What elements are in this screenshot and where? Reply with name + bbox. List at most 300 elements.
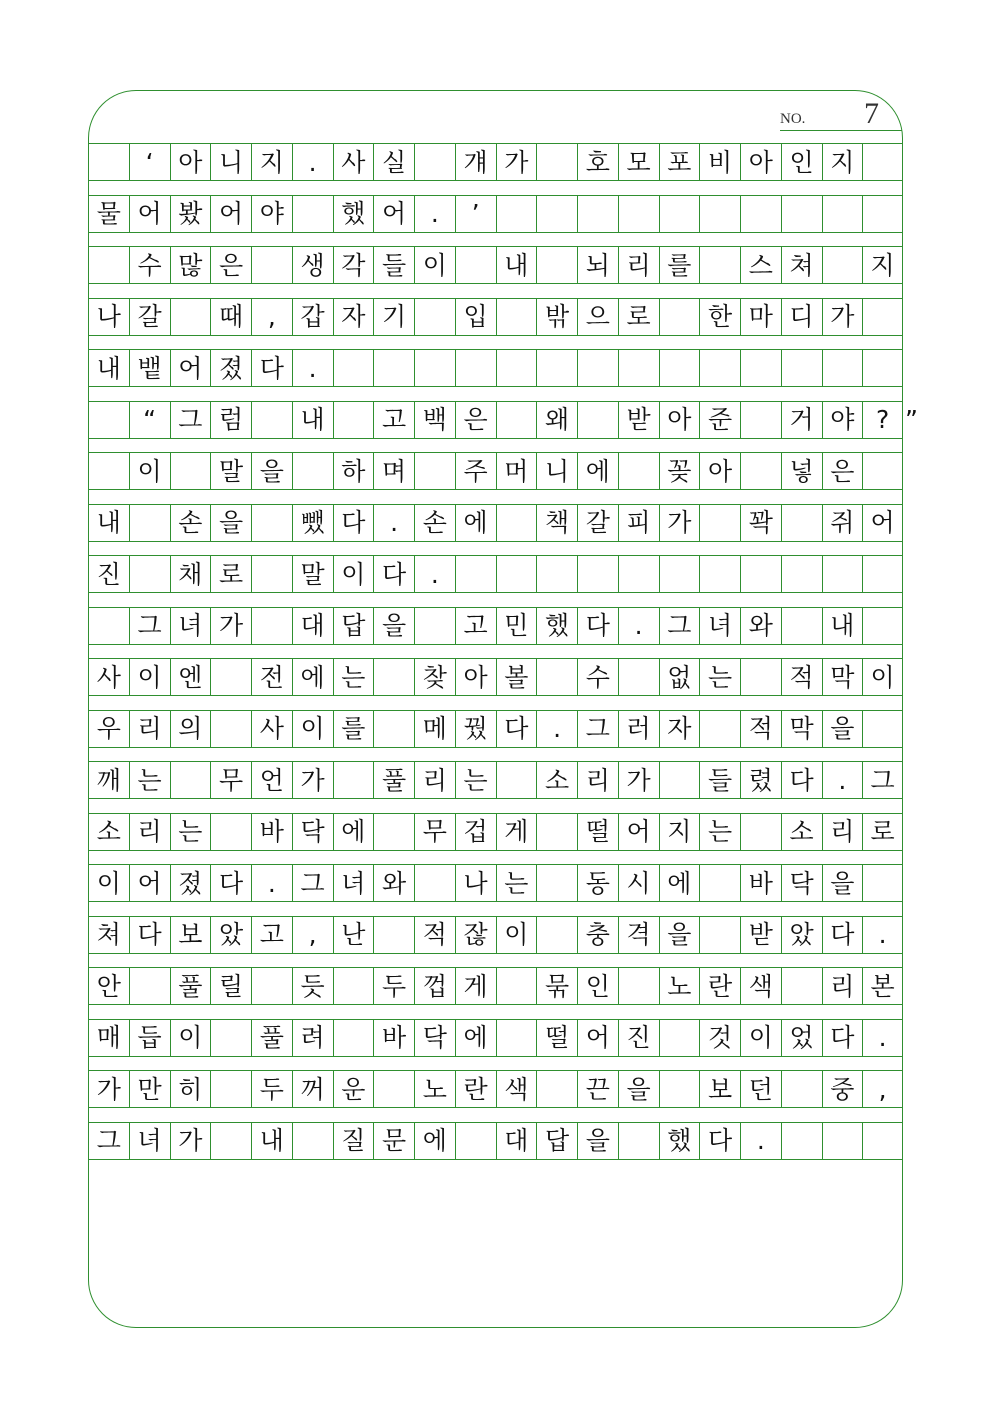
grid-cell: 무 bbox=[414, 813, 455, 851]
grid-cell: 그 bbox=[170, 401, 211, 439]
grid-cell: 했 bbox=[333, 195, 374, 233]
grid-cell bbox=[414, 607, 455, 645]
grid-cell: 가 bbox=[496, 143, 537, 181]
grid-cell bbox=[129, 555, 170, 593]
grid-cell: 갈 bbox=[129, 298, 170, 336]
grid-cell bbox=[822, 195, 863, 233]
grid-cell: 생 bbox=[292, 246, 333, 284]
grid-row-20 bbox=[88, 1122, 903, 1160]
grid-cell bbox=[251, 246, 292, 284]
grid-cell bbox=[659, 1019, 700, 1057]
grid-cell bbox=[88, 246, 129, 284]
grid-cell: 이 bbox=[129, 452, 170, 490]
grid-cell bbox=[333, 967, 374, 1005]
grid-cell: 게 bbox=[496, 813, 537, 851]
grid-cell: 마 bbox=[740, 298, 781, 336]
grid-cell bbox=[659, 195, 700, 233]
grid-cell bbox=[699, 504, 740, 542]
grid-cell: 떨 bbox=[577, 813, 618, 851]
grid-cell: 는 bbox=[496, 864, 537, 902]
grid-cell: . bbox=[536, 710, 577, 748]
grid-cell: 닥 bbox=[292, 813, 333, 851]
grid-cell: 소 bbox=[536, 761, 577, 799]
grid-cell: 던 bbox=[740, 1070, 781, 1108]
grid-cell: 말 bbox=[292, 555, 333, 593]
grid-cell: 다 bbox=[129, 916, 170, 954]
grid-cell: 왜 bbox=[536, 401, 577, 439]
grid-cell: 내 bbox=[88, 504, 129, 542]
grid-cell: 두 bbox=[373, 967, 414, 1005]
grid-cell: 들 bbox=[373, 246, 414, 284]
grid-cell: 가 bbox=[170, 1122, 211, 1160]
grid-cell: 러 bbox=[618, 710, 659, 748]
grid-cell: 어 bbox=[618, 813, 659, 851]
grid-cell: 니 bbox=[536, 452, 577, 490]
grid-row-12 bbox=[88, 710, 903, 748]
grid-cell bbox=[333, 401, 374, 439]
grid-cell: 을 bbox=[822, 710, 863, 748]
grid-cell bbox=[699, 864, 740, 902]
grid-cell bbox=[740, 555, 781, 593]
grid-cell: 다 bbox=[699, 1122, 740, 1160]
grid-cell bbox=[251, 401, 292, 439]
grid-cell: 꺼 bbox=[292, 1070, 333, 1108]
grid-cell bbox=[536, 658, 577, 696]
grid-cell: 했 bbox=[659, 1122, 700, 1160]
grid-cell bbox=[170, 298, 211, 336]
grid-cell bbox=[373, 813, 414, 851]
grid-cell: 듯 bbox=[292, 967, 333, 1005]
grid-cell bbox=[781, 1070, 822, 1108]
grid-cell: 어 bbox=[373, 195, 414, 233]
grid-cell: 말 bbox=[210, 452, 251, 490]
grid-cell bbox=[862, 555, 903, 593]
grid-cell: 에 bbox=[577, 452, 618, 490]
grid-cell: 대 bbox=[496, 1122, 537, 1160]
grid-cell bbox=[618, 349, 659, 387]
grid-cell: 을 bbox=[373, 607, 414, 645]
grid-cell: 그 bbox=[862, 761, 903, 799]
grid-cell bbox=[251, 555, 292, 593]
grid-cell: 은 bbox=[455, 401, 496, 439]
grid-cell: 때 bbox=[210, 298, 251, 336]
grid-cell: 이 bbox=[170, 1019, 211, 1057]
grid-cell: 사 bbox=[333, 143, 374, 181]
grid-cell: 보 bbox=[170, 916, 211, 954]
grid-cell: 는 bbox=[699, 658, 740, 696]
grid-cell: . bbox=[618, 607, 659, 645]
grid-cell: 아 bbox=[455, 658, 496, 696]
grid-cell: 답 bbox=[333, 607, 374, 645]
grid-cell bbox=[251, 967, 292, 1005]
grid-cell bbox=[496, 401, 537, 439]
grid-cell: 고 bbox=[373, 401, 414, 439]
grid-cell bbox=[496, 967, 537, 1005]
grid-cell: 볼 bbox=[496, 658, 537, 696]
grid-cell: 았 bbox=[210, 916, 251, 954]
grid-cell bbox=[496, 504, 537, 542]
grid-cell: 적 bbox=[414, 916, 455, 954]
grid-cell: 뱉 bbox=[129, 349, 170, 387]
grid-cell bbox=[333, 349, 374, 387]
grid-cell: 손 bbox=[170, 504, 211, 542]
grid-cell: 다 bbox=[781, 761, 822, 799]
grid-cell: 이 bbox=[414, 246, 455, 284]
grid-cell: 인 bbox=[781, 143, 822, 181]
grid-cell bbox=[699, 246, 740, 284]
grid-cell bbox=[414, 349, 455, 387]
grid-cell: 찾 bbox=[414, 658, 455, 696]
grid-cell: 며 bbox=[373, 452, 414, 490]
grid-cell: 를 bbox=[333, 710, 374, 748]
grid-cell: 가 bbox=[618, 761, 659, 799]
grid-cell: 기 bbox=[373, 298, 414, 336]
grid-cell: 은 bbox=[210, 246, 251, 284]
grid-cell bbox=[536, 195, 577, 233]
grid-cell: . bbox=[373, 504, 414, 542]
grid-cell: 소 bbox=[88, 813, 129, 851]
grid-cell: 리 bbox=[822, 813, 863, 851]
grid-cell: 겁 bbox=[455, 813, 496, 851]
grid-cell: 지 bbox=[862, 246, 903, 284]
grid-cell: 의 bbox=[170, 710, 211, 748]
grid-cell: 수 bbox=[129, 246, 170, 284]
grid-cell: 진 bbox=[88, 555, 129, 593]
grid-cell: . bbox=[251, 864, 292, 902]
grid-cell bbox=[618, 452, 659, 490]
grid-cell: 을 bbox=[659, 916, 700, 954]
grid-cell: 호 bbox=[577, 143, 618, 181]
grid-cell bbox=[170, 761, 211, 799]
grid-cell bbox=[862, 710, 903, 748]
grid-cell bbox=[536, 143, 577, 181]
grid-cell bbox=[781, 1122, 822, 1160]
grid-cell: 사 bbox=[251, 710, 292, 748]
grid-row-17 bbox=[88, 967, 903, 1005]
grid-cell bbox=[781, 349, 822, 387]
grid-cell: 어 bbox=[577, 1019, 618, 1057]
grid-cell: 는 bbox=[333, 658, 374, 696]
grid-cell: 다 bbox=[496, 710, 537, 748]
grid-row-14 bbox=[88, 813, 903, 851]
grid-cell: . bbox=[822, 761, 863, 799]
grid-cell: 이 bbox=[862, 658, 903, 696]
grid-row-4 bbox=[88, 298, 903, 336]
grid-cell bbox=[210, 813, 251, 851]
grid-cell: 었 bbox=[781, 1019, 822, 1057]
grid-cell bbox=[536, 916, 577, 954]
grid-cell bbox=[740, 452, 781, 490]
grid-cell: 포 bbox=[659, 143, 700, 181]
grid-cell: 각 bbox=[333, 246, 374, 284]
grid-cell: 쳐 bbox=[88, 916, 129, 954]
grid-cell: 엔 bbox=[170, 658, 211, 696]
grid-cell: 다 bbox=[822, 916, 863, 954]
grid-cell bbox=[618, 555, 659, 593]
grid-cell: 리 bbox=[822, 967, 863, 1005]
grid-cell: 비 bbox=[699, 143, 740, 181]
page-number-value: 7 bbox=[864, 97, 879, 130]
grid-cell bbox=[292, 452, 333, 490]
grid-cell bbox=[455, 246, 496, 284]
grid-cell bbox=[373, 658, 414, 696]
grid-cell: 것 bbox=[699, 1019, 740, 1057]
grid-cell: 머 bbox=[496, 452, 537, 490]
grid-cell bbox=[414, 452, 455, 490]
grid-cell: 중 bbox=[822, 1070, 863, 1108]
grid-cell: 막 bbox=[781, 710, 822, 748]
grid-cell: ‘ bbox=[129, 143, 170, 181]
grid-cell bbox=[740, 658, 781, 696]
grid-cell: 에 bbox=[659, 864, 700, 902]
grid-cell bbox=[414, 298, 455, 336]
grid-row-3 bbox=[88, 246, 903, 284]
grid-cell bbox=[699, 916, 740, 954]
grid-cell: 넣 bbox=[781, 452, 822, 490]
grid-cell: 내 bbox=[496, 246, 537, 284]
grid-cell: 메 bbox=[414, 710, 455, 748]
grid-cell bbox=[496, 761, 537, 799]
grid-cell bbox=[536, 813, 577, 851]
grid-cell: 았 bbox=[781, 916, 822, 954]
grid-cell: 쳐 bbox=[781, 246, 822, 284]
grid-cell bbox=[210, 1122, 251, 1160]
grid-cell: 갑 bbox=[292, 298, 333, 336]
grid-cell: 가 bbox=[822, 298, 863, 336]
grid-cell: 다 bbox=[333, 504, 374, 542]
grid-cell: 보 bbox=[699, 1070, 740, 1108]
grid-cell: 그 bbox=[88, 1122, 129, 1160]
grid-cell: 로 bbox=[618, 298, 659, 336]
grid-cell bbox=[373, 349, 414, 387]
grid-row-16 bbox=[88, 916, 903, 954]
grid-cell bbox=[496, 349, 537, 387]
grid-cell: 아 bbox=[659, 401, 700, 439]
grid-cell: 리 bbox=[129, 813, 170, 851]
grid-cell bbox=[577, 349, 618, 387]
grid-cell bbox=[781, 607, 822, 645]
grid-cell: . bbox=[740, 1122, 781, 1160]
grid-cell: 녀 bbox=[170, 607, 211, 645]
grid-cell: 닥 bbox=[414, 1019, 455, 1057]
grid-cell bbox=[659, 555, 700, 593]
grid-cell: 이 bbox=[333, 555, 374, 593]
grid-cell: 뇌 bbox=[577, 246, 618, 284]
grid-cell: 가 bbox=[210, 607, 251, 645]
grid-row-5 bbox=[88, 349, 903, 387]
grid-cell bbox=[862, 143, 903, 181]
grid-cell: 을 bbox=[822, 864, 863, 902]
grid-cell bbox=[781, 967, 822, 1005]
grid-cell: 가 bbox=[88, 1070, 129, 1108]
grid-cell bbox=[862, 607, 903, 645]
grid-cell bbox=[414, 143, 455, 181]
grid-cell bbox=[88, 143, 129, 181]
grid-cell: 대 bbox=[292, 607, 333, 645]
grid-cell bbox=[699, 710, 740, 748]
grid-row-6 bbox=[88, 401, 918, 439]
grid-cell bbox=[129, 504, 170, 542]
grid-cell: 들 bbox=[699, 761, 740, 799]
grid-cell: 질 bbox=[333, 1122, 374, 1160]
grid-cell: 이 bbox=[496, 916, 537, 954]
grid-row-10 bbox=[88, 607, 903, 645]
grid-cell bbox=[129, 967, 170, 1005]
grid-cell: 졌 bbox=[210, 349, 251, 387]
grid-cell bbox=[740, 401, 781, 439]
grid-cell: 녀 bbox=[129, 1122, 170, 1160]
grid-cell bbox=[659, 298, 700, 336]
grid-cell: 적 bbox=[740, 710, 781, 748]
grid-cell bbox=[455, 555, 496, 593]
grid-cell: 리 bbox=[414, 761, 455, 799]
grid-cell: 두 bbox=[251, 1070, 292, 1108]
grid-cell: , bbox=[292, 916, 333, 954]
grid-cell bbox=[618, 658, 659, 696]
grid-cell bbox=[88, 607, 129, 645]
grid-cell: 려 bbox=[292, 1019, 333, 1057]
grid-cell: 듭 bbox=[129, 1019, 170, 1057]
grid-cell bbox=[536, 349, 577, 387]
grid-cell bbox=[781, 195, 822, 233]
grid-cell: 자 bbox=[659, 710, 700, 748]
grid-cell: 니 bbox=[210, 143, 251, 181]
grid-cell bbox=[740, 349, 781, 387]
grid-cell: 난 bbox=[333, 916, 374, 954]
grid-row-1 bbox=[88, 143, 903, 181]
grid-cell: 지 bbox=[659, 813, 700, 851]
grid-row-13 bbox=[88, 761, 903, 799]
grid-cell: 떨 bbox=[536, 1019, 577, 1057]
grid-cell: 럼 bbox=[210, 401, 251, 439]
grid-cell: ’ bbox=[455, 195, 496, 233]
grid-cell: 그 bbox=[577, 710, 618, 748]
grid-cell: 언 bbox=[251, 761, 292, 799]
grid-cell: 색 bbox=[496, 1070, 537, 1108]
grid-cell: 이 bbox=[88, 864, 129, 902]
grid-cell: 적 bbox=[781, 658, 822, 696]
grid-cell: 잖 bbox=[455, 916, 496, 954]
grid-cell: 시 bbox=[618, 864, 659, 902]
grid-row-19 bbox=[88, 1070, 903, 1108]
grid-cell: 깨 bbox=[88, 761, 129, 799]
grid-cell: . bbox=[862, 916, 903, 954]
grid-cell: 걔 bbox=[455, 143, 496, 181]
grid-cell bbox=[618, 1122, 659, 1160]
grid-cell: 디 bbox=[781, 298, 822, 336]
grid-cell: , bbox=[251, 298, 292, 336]
grid-cell: 풀 bbox=[251, 1019, 292, 1057]
grid-cell bbox=[862, 1122, 903, 1160]
grid-cell: 충 bbox=[577, 916, 618, 954]
grid-cell bbox=[699, 555, 740, 593]
grid-cell: 만 bbox=[129, 1070, 170, 1108]
grid-cell: 사 bbox=[88, 658, 129, 696]
grid-cell bbox=[862, 452, 903, 490]
grid-cell bbox=[496, 555, 537, 593]
grid-cell bbox=[210, 1070, 251, 1108]
grid-cell bbox=[618, 967, 659, 1005]
grid-cell: 전 bbox=[251, 658, 292, 696]
grid-cell: 다 bbox=[373, 555, 414, 593]
grid-cell: 소 bbox=[781, 813, 822, 851]
grid-cell: 을 bbox=[251, 452, 292, 490]
grid-cell: 꽉 bbox=[740, 504, 781, 542]
grid-cell: 에 bbox=[455, 504, 496, 542]
grid-cell bbox=[333, 1019, 374, 1057]
grid-cell: 에 bbox=[333, 813, 374, 851]
grid-cell bbox=[577, 401, 618, 439]
grid-cell bbox=[88, 401, 129, 439]
grid-cell: 로 bbox=[862, 813, 903, 851]
grid-cell bbox=[536, 864, 577, 902]
grid-cell: 는 bbox=[170, 813, 211, 851]
grid-cell: 아 bbox=[740, 143, 781, 181]
grid-cell: 입 bbox=[455, 298, 496, 336]
grid-cell bbox=[170, 452, 211, 490]
grid-cell: 으 bbox=[577, 298, 618, 336]
grid-cell: 받 bbox=[740, 916, 781, 954]
grid-cell: 다 bbox=[251, 349, 292, 387]
grid-cell: 란 bbox=[455, 1070, 496, 1108]
grid-cell: 껍 bbox=[414, 967, 455, 1005]
grid-cell bbox=[862, 195, 903, 233]
grid-cell: 없 bbox=[659, 658, 700, 696]
grid-cell: 동 bbox=[577, 864, 618, 902]
grid-cell: 릴 bbox=[210, 967, 251, 1005]
grid-cell: 스 bbox=[740, 246, 781, 284]
grid-cell bbox=[292, 195, 333, 233]
grid-cell: 채 bbox=[170, 555, 211, 593]
grid-cell: 는 bbox=[455, 761, 496, 799]
grid-cell bbox=[822, 349, 863, 387]
grid-cell: 책 bbox=[536, 504, 577, 542]
grid-row-2 bbox=[88, 195, 903, 233]
grid-cell bbox=[699, 195, 740, 233]
grid-cell: 내 bbox=[251, 1122, 292, 1160]
grid-cell: 을 bbox=[210, 504, 251, 542]
grid-cell: 손 bbox=[414, 504, 455, 542]
grid-cell bbox=[373, 916, 414, 954]
grid-cell bbox=[496, 195, 537, 233]
grid-cell: 그 bbox=[129, 607, 170, 645]
grid-cell: 바 bbox=[373, 1019, 414, 1057]
grid-cell: 거 bbox=[781, 401, 822, 439]
grid-cell bbox=[536, 555, 577, 593]
grid-cell: 렸 bbox=[740, 761, 781, 799]
grid-cell: 백 bbox=[414, 401, 455, 439]
grid-cell bbox=[659, 1070, 700, 1108]
grid-cell bbox=[496, 298, 537, 336]
grid-cell: 받 bbox=[618, 401, 659, 439]
grid-cell: 모 bbox=[618, 143, 659, 181]
grid-cell bbox=[781, 555, 822, 593]
grid-cell bbox=[210, 658, 251, 696]
grid-cell bbox=[577, 555, 618, 593]
grid-cell: 풀 bbox=[373, 761, 414, 799]
grid-cell: 졌 bbox=[170, 864, 211, 902]
grid-cell bbox=[740, 813, 781, 851]
grid-cell: 는 bbox=[129, 761, 170, 799]
grid-cell: . bbox=[414, 555, 455, 593]
grid-cell: 리 bbox=[577, 761, 618, 799]
grid-cell bbox=[251, 504, 292, 542]
grid-cell: 무 bbox=[210, 761, 251, 799]
grid-cell bbox=[781, 504, 822, 542]
grid-cell bbox=[88, 452, 129, 490]
grid-cell: 주 bbox=[455, 452, 496, 490]
grid-cell: 꽂 bbox=[659, 452, 700, 490]
